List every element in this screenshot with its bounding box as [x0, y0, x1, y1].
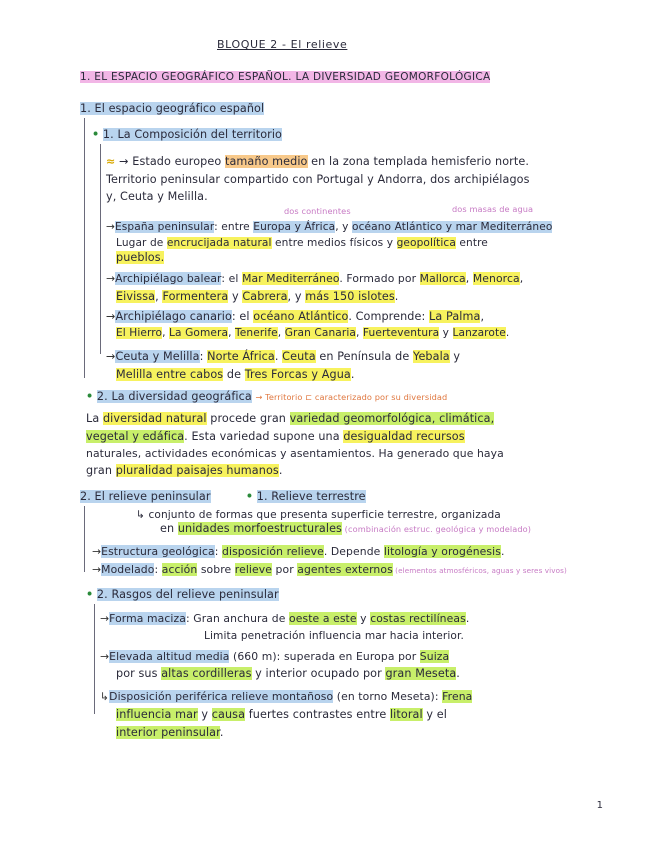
- text: . Esta variedad supone una: [184, 430, 344, 443]
- text: Archipiélago balear: [115, 272, 222, 285]
- bullet-icon: •: [86, 588, 94, 601]
- text: sobre: [197, 563, 235, 576]
- text: litoral: [389, 708, 423, 721]
- text: tamaño medio: [224, 155, 308, 168]
- arrow-icon: →: [100, 650, 110, 663]
- text: fuertes contrastes entre: [245, 708, 390, 721]
- s12-line-2: [86, 430, 465, 444]
- text: .: [500, 545, 505, 558]
- text: . Comprende:: [348, 310, 430, 323]
- text: Formentera: [162, 290, 229, 303]
- text: litología y orogénesis: [383, 545, 501, 558]
- text: El Hierro: [116, 327, 163, 339]
- s12-line-3: naturales, actividades económicas y asentamientos. Ha generado que haya: [86, 447, 504, 460]
- text: ,: [228, 327, 236, 339]
- s2-heading-text: 2. El relieve peninsular: [80, 490, 211, 503]
- text: procede gran: [206, 412, 290, 425]
- arrow-icon: ↳: [100, 690, 110, 703]
- canarias-line-2: [116, 326, 509, 340]
- s1-heading-text: 1. El espacio geográfico español: [80, 102, 265, 115]
- disposicion-line-3: [116, 726, 223, 740]
- text: , y: [287, 290, 306, 303]
- text: de: [223, 368, 245, 381]
- maciza-line-2: Limita penetración influencia mar hacia interior.: [204, 630, 464, 642]
- estructura-line: [92, 545, 504, 559]
- text: Estructura geológica: [101, 545, 215, 558]
- text: . Formado por: [339, 272, 420, 285]
- text: .: [278, 464, 283, 477]
- s11-heading-text: 1. La Composición del territorio: [102, 128, 282, 141]
- text: y interior ocupado por: [251, 667, 386, 680]
- text: .: [350, 368, 355, 381]
- text: relieve: [234, 563, 272, 576]
- text: causa: [211, 708, 246, 721]
- text: Mar Mediterráneo: [242, 272, 340, 285]
- text: encrucijada natural: [166, 237, 272, 249]
- text: Gran Canaria: [284, 327, 356, 339]
- text: . Depende: [323, 545, 384, 558]
- text: en Península de: [315, 350, 413, 363]
- text: España peninsular: [114, 221, 215, 233]
- text: Menorca: [472, 272, 520, 285]
- text: : Gran anchura de: [185, 612, 290, 625]
- text: ,: [519, 272, 524, 285]
- arrow-icon: →: [106, 272, 116, 285]
- s22-heading-text: 2. Rasgos del relieve peninsular: [96, 588, 279, 601]
- text: agentes externos: [297, 563, 393, 576]
- text: .: [219, 726, 224, 739]
- section-title: [80, 70, 490, 84]
- text: entre medios físicos y: [271, 237, 397, 249]
- peninsula-line-1: [106, 220, 552, 234]
- text: gran: [86, 464, 116, 477]
- text: Tres Forcas y Agua: [244, 368, 351, 381]
- text: La: [86, 412, 103, 425]
- arrow-icon: →: [106, 350, 116, 363]
- maciza-line-1: [100, 612, 469, 626]
- text: Lugar de: [116, 237, 167, 249]
- text: cabos: [189, 368, 224, 381]
- text: diversidad natural: [102, 412, 207, 425]
- s11-line-1: [106, 155, 529, 169]
- altitud-line-2: [116, 667, 460, 681]
- text: y: [449, 350, 461, 363]
- text: océano Atlántico y mar Mediterráneo: [352, 221, 553, 233]
- arrow-icon: →: [92, 563, 102, 576]
- text: oeste a este: [289, 612, 357, 625]
- text: (en torno Meseta):: [333, 690, 443, 703]
- text: Modelado: [101, 563, 155, 576]
- text: Frena: [442, 690, 473, 703]
- text: .: [465, 612, 470, 625]
- text: → Estado europeo: [119, 155, 225, 168]
- text: y el: [422, 708, 447, 721]
- text: altas cordilleras: [161, 667, 252, 680]
- ceuta-line-1: [106, 350, 460, 364]
- text: en la zona templada hemisferio norte.: [307, 155, 529, 168]
- text: Mallorca: [419, 272, 466, 285]
- s2-line-2: [160, 522, 531, 536]
- text: Fuerteventura: [362, 327, 440, 339]
- text: pueblos.: [116, 251, 165, 264]
- text: Norte África: [207, 350, 275, 363]
- s2-bracket-line: [84, 506, 85, 572]
- text: y: [228, 290, 243, 303]
- text: .: [274, 350, 283, 363]
- s12-note: → Territorio ⊏ caracterizado por su diversidad: [255, 392, 448, 402]
- s12-heading: [86, 390, 447, 404]
- bullet-icon: •: [245, 490, 254, 503]
- arrow-icon: →: [106, 221, 115, 233]
- bullet-icon: •: [86, 390, 94, 403]
- text: acción: [161, 563, 198, 576]
- text: , y: [335, 221, 353, 233]
- text: : el: [221, 272, 243, 285]
- text: Yebala: [413, 350, 450, 363]
- text: La Gomera: [169, 327, 229, 339]
- text: ,: [155, 290, 163, 303]
- text: Suiza: [419, 650, 450, 663]
- text: y: [197, 708, 212, 721]
- baleares-line-2: [116, 290, 398, 304]
- s2-line-1: ↳ conjunto de formas que presenta superficie terrestre, organizada: [136, 509, 501, 521]
- text: (elementos atmosféricos, aguas y seres vivos): [392, 566, 567, 575]
- peninsula-line-3: [116, 251, 164, 265]
- text: vegetal y edáfica: [86, 430, 185, 443]
- s2-sub-text: 1. Relieve terrestre: [256, 490, 366, 503]
- text: ,: [480, 310, 485, 323]
- text: Europa y África: [253, 221, 336, 233]
- page-number: 1: [596, 800, 603, 811]
- arrow-icon: →: [106, 310, 116, 323]
- text: .: [456, 667, 460, 680]
- text: océano Atlántico: [253, 310, 349, 323]
- text: pluralidad paisajes humanos: [115, 464, 279, 477]
- text: por: [272, 563, 298, 576]
- s2-heading: [80, 490, 366, 504]
- disposicion-line-1: [100, 690, 472, 704]
- text: más 150 islotes: [305, 290, 395, 303]
- text: : el: [231, 310, 254, 323]
- note-continents: dos continentes: [284, 206, 351, 216]
- text: y: [356, 612, 371, 625]
- text: y: [439, 327, 453, 339]
- note-water: dos masas de agua: [452, 204, 534, 214]
- text: :: [199, 350, 208, 363]
- text: ,: [277, 327, 285, 339]
- ceuta-line-2: [116, 368, 355, 382]
- text: variedad geomorfológica, climática,: [289, 412, 495, 425]
- arrow-icon: →: [92, 545, 102, 558]
- s22-bracket-line: [94, 604, 95, 714]
- text: en: [160, 522, 178, 535]
- text: entre: [455, 237, 488, 249]
- text: Forma maciza: [109, 612, 186, 625]
- text: unidades morfoestructurales: [177, 522, 342, 535]
- text: Elevada altitud media: [109, 650, 230, 663]
- text: ,: [162, 327, 170, 339]
- text: ,: [355, 327, 363, 339]
- text: por sus: [116, 667, 162, 680]
- text: Ceuta: [282, 350, 316, 363]
- text: disposición relieve: [222, 545, 324, 558]
- text: (660 m): superada en Europa por: [229, 650, 420, 663]
- arrow-icon: →: [100, 612, 110, 625]
- text: Ceuta y Melilla: [115, 350, 200, 363]
- text: interior peninsular: [116, 726, 220, 739]
- canarias-line-1: [106, 310, 484, 324]
- s11-heading: [92, 128, 282, 142]
- text: influencia mar: [116, 708, 198, 721]
- text: :: [154, 563, 162, 576]
- section-title-text: 1. EL ESPACIO GEOGRÁFICO ESPAÑOL. LA DIVERSIDAD GEOMORFOLÓGICA: [80, 71, 491, 83]
- s11-bracket-line: [100, 144, 101, 354]
- altitud-line-1: [100, 650, 449, 664]
- peninsula-line-2: [116, 236, 488, 250]
- text: Cabrera: [242, 290, 288, 303]
- text: Disposición periférica relieve montañoso: [109, 690, 334, 703]
- text: geopolítica: [396, 237, 456, 249]
- disposicion-line-2: [116, 708, 447, 722]
- text: Melilla entre: [116, 368, 190, 381]
- text: (combinación estruc. geológica y modelado): [341, 524, 532, 534]
- text: Eivissa: [116, 290, 156, 303]
- s11-line-3: y, Ceuta y Melilla.: [106, 190, 208, 203]
- s12-heading-text: 2. La diversidad geográfica: [96, 390, 252, 403]
- text: .: [505, 327, 510, 339]
- text: :: [214, 545, 223, 558]
- text: ,: [465, 272, 473, 285]
- s22-heading: [86, 588, 279, 602]
- text: : entre: [214, 221, 254, 233]
- text: La Palma: [429, 310, 481, 323]
- s12-line-4: [86, 464, 283, 478]
- s11-line-2: Territorio peninsular compartido con Portugal y Andorra, dos archipiélagos: [106, 173, 530, 186]
- text: gran Meseta: [385, 667, 457, 680]
- text: desigualdad recursos: [343, 430, 465, 443]
- text: Tenerife: [235, 327, 278, 339]
- s1-bracket-line: [84, 118, 85, 378]
- notes-page: [52, 0, 612, 848]
- text: .: [394, 290, 399, 303]
- text: Archipiélago canario: [115, 310, 232, 323]
- modelado-line: [92, 563, 567, 578]
- text: costas rectilíneas: [370, 612, 466, 625]
- text: Lanzarote: [452, 327, 506, 339]
- bullet-icon: •: [92, 128, 100, 141]
- page-title: BLOQUE 2 - El relieve: [217, 38, 348, 51]
- s12-line-1: [86, 412, 494, 426]
- baleares-line-1: [106, 272, 523, 286]
- wave-icon: ≈: [106, 155, 116, 168]
- s1-heading: [80, 102, 264, 116]
